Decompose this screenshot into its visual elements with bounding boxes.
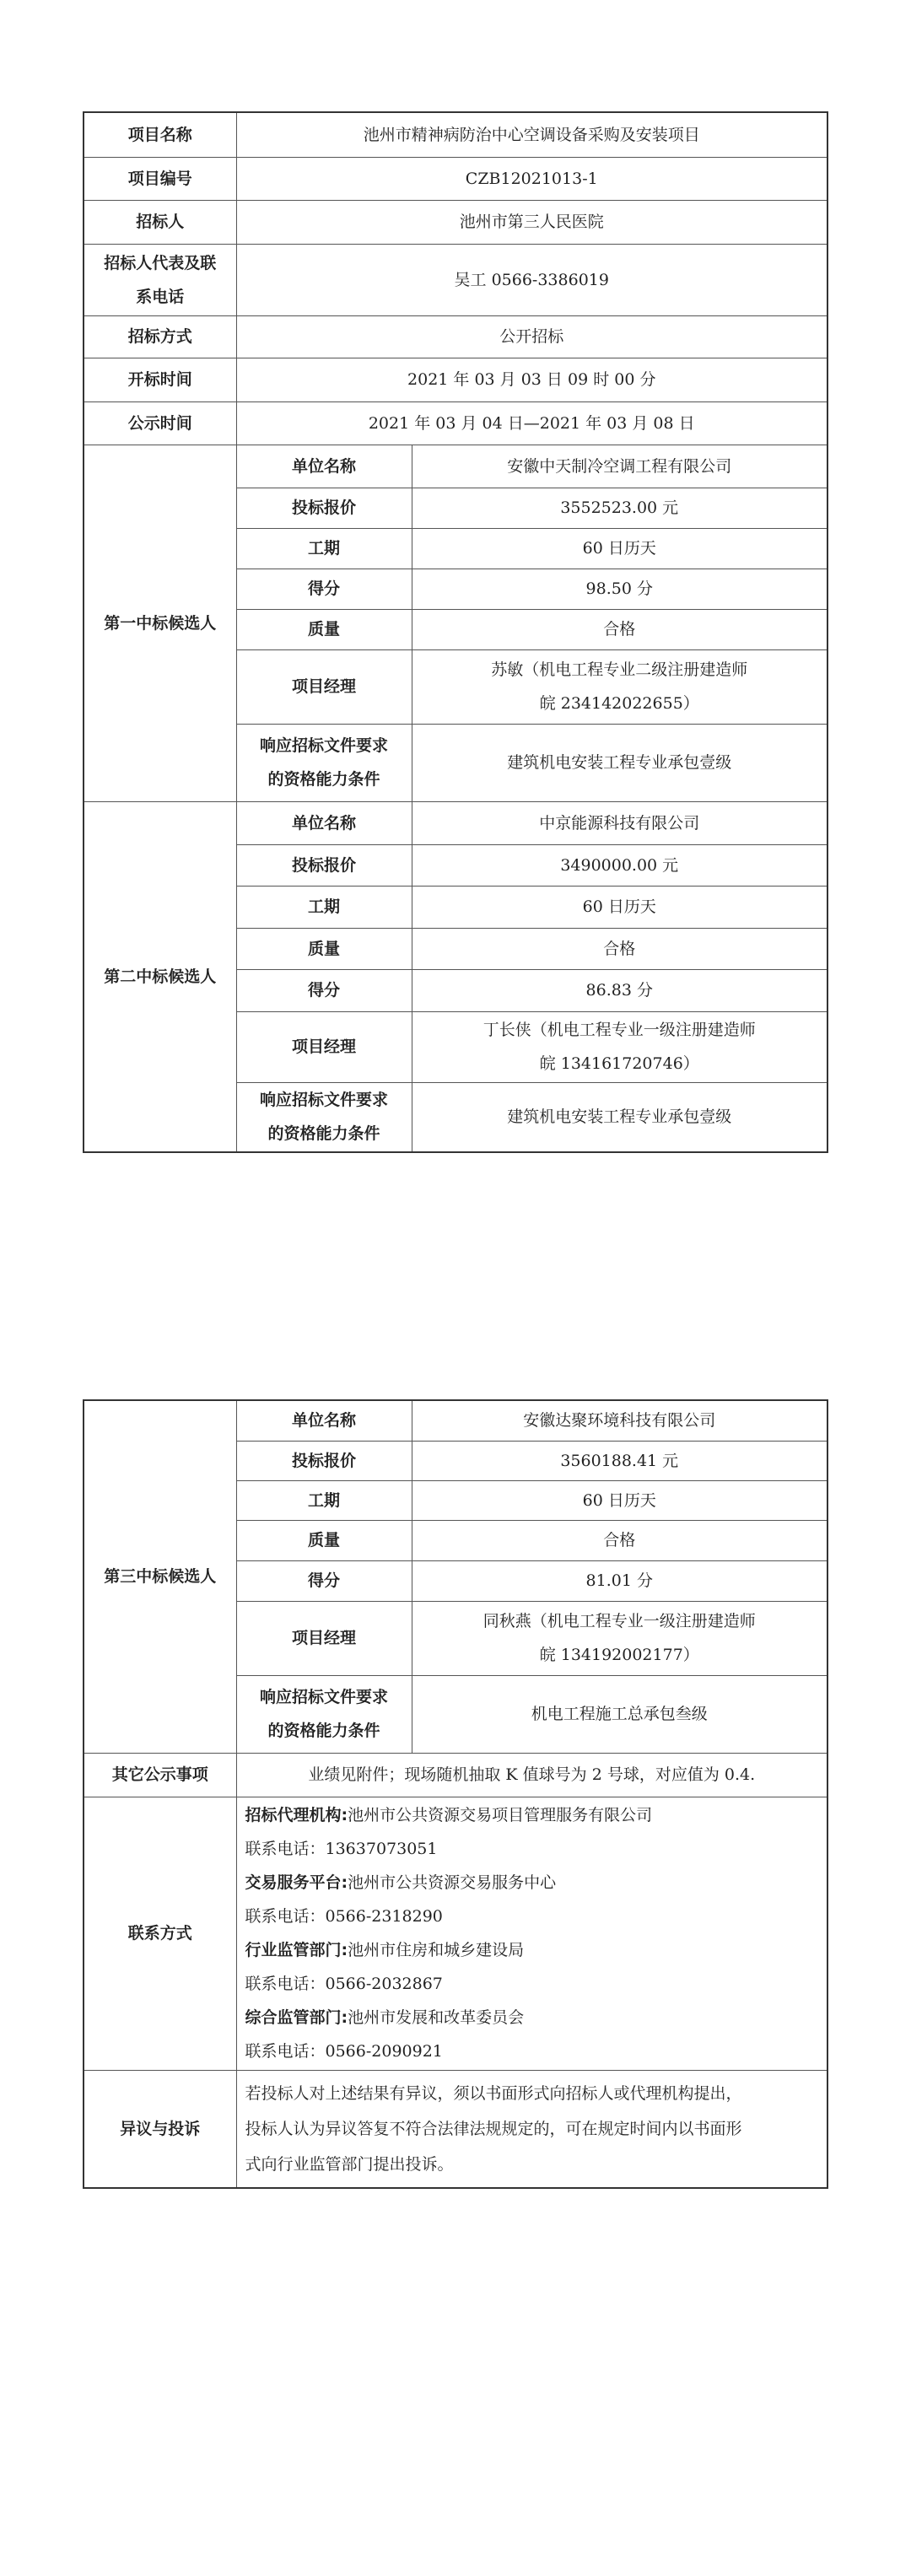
row-tenderer bbox=[84, 200, 827, 244]
third-qualification-label-line-2: 的资格能力条件 bbox=[267, 1722, 380, 1740]
agent-label-line-2: 系电话 bbox=[136, 287, 185, 306]
agency-key: 招标代理机构: bbox=[245, 1806, 348, 1824]
first-qualification-label bbox=[236, 724, 412, 801]
third-qualification-label-line-1: 响应招标文件要求 bbox=[259, 1688, 388, 1706]
project-no-value: CZB12021013-1 bbox=[236, 157, 827, 200]
agency-line bbox=[245, 1798, 821, 1832]
second-period-label: 工期 bbox=[236, 886, 412, 928]
second-price-label: 投标报价 bbox=[236, 844, 412, 886]
page-2 bbox=[83, 1399, 828, 2189]
objection-label: 异议与投诉 bbox=[84, 2070, 236, 2188]
third-period-label: 工期 bbox=[236, 1480, 412, 1520]
first-candidate-label: 第一中标候选人 bbox=[84, 445, 236, 801]
third-price-label: 投标报价 bbox=[236, 1441, 412, 1480]
second-unit-label: 单位名称 bbox=[236, 801, 412, 844]
third-candidate-label: 第三中标候选人 bbox=[84, 1400, 236, 1753]
first-unit-value: 安徽中天制冷空调工程有限公司 bbox=[412, 445, 827, 488]
first-period-value: 60 日历天 bbox=[412, 528, 827, 569]
first-score-label: 得分 bbox=[236, 569, 412, 609]
first-score-value: 98.50 分 bbox=[412, 569, 827, 609]
first-quality-label: 质量 bbox=[236, 609, 412, 649]
general-line bbox=[245, 2001, 821, 2034]
first-manager-value bbox=[412, 649, 827, 724]
objection-block bbox=[236, 2070, 827, 2188]
general-value: 池州市发展和改革委员会 bbox=[348, 2008, 525, 2027]
open-time-value: 2021 年 03 月 03 日 09 时 00 分 bbox=[236, 358, 827, 401]
row-open-time bbox=[84, 358, 827, 401]
third-manager-line-1: 同秋燕（机电工程专业一级注册建造师 bbox=[482, 1612, 756, 1630]
platform-key: 交易服务平台: bbox=[245, 1873, 348, 1892]
third-score-value: 81.01 分 bbox=[412, 1560, 827, 1601]
first-manager-line-2: 皖 234142022655） bbox=[539, 694, 699, 713]
objection-line-1: 若投标人对上述结果有异议，须以书面形式向招标人或代理机构提出， bbox=[245, 2083, 742, 2103]
second-manager-label: 项目经理 bbox=[236, 1011, 412, 1082]
second-qualification-value: 建筑机电安装工程专业承包壹级 bbox=[412, 1082, 827, 1152]
industry-phone: 联系电话：0566-2032867 bbox=[245, 1975, 443, 1993]
platform-line bbox=[245, 1866, 821, 1900]
second-qualification-label-line-2: 的资格能力条件 bbox=[267, 1124, 380, 1144]
other-label: 其它公示事项 bbox=[84, 1753, 236, 1797]
method-label: 招标方式 bbox=[84, 315, 236, 358]
row-third-unit bbox=[84, 1400, 827, 1441]
project-no-label: 项目编号 bbox=[84, 157, 236, 200]
notice-time-value: 2021 年 03 月 04 日—2021 年 03 月 08 日 bbox=[236, 401, 827, 445]
notice-time-label: 公示时间 bbox=[84, 401, 236, 445]
other-value: 业绩见附件；现场随机抽取 K 值球号为 2 号球，对应值为 0.4. bbox=[236, 1753, 827, 1797]
objection-line-3: 式向行业监管部门提出投诉。 bbox=[245, 2154, 454, 2174]
second-score-label: 得分 bbox=[236, 969, 412, 1011]
general-key: 综合监管部门: bbox=[245, 2008, 348, 2027]
second-manager-line-2: 皖 134161720746） bbox=[539, 1054, 699, 1073]
first-quality-value: 合格 bbox=[412, 609, 827, 649]
project-name-value: 池州市精神病防治中心空调设备采购及安装项目 bbox=[236, 112, 827, 157]
contact-label: 联系方式 bbox=[84, 1797, 236, 2070]
objection-line-2: 投标人认为异议答复不符合法律法规规定的，可在规定时间内以书面形 bbox=[245, 2119, 742, 2138]
agency-phone: 联系电话：13637073051 bbox=[245, 1840, 438, 1858]
row-objection bbox=[84, 2070, 827, 2188]
industry-line bbox=[245, 1933, 821, 1967]
open-time-label: 开标时间 bbox=[84, 358, 236, 401]
second-period-value: 60 日历天 bbox=[412, 886, 827, 928]
first-qualification-label-line-2: 的资格能力条件 bbox=[267, 770, 380, 789]
second-score-value: 86.83 分 bbox=[412, 969, 827, 1011]
row-method bbox=[84, 315, 827, 358]
platform-value: 池州市公共资源交易服务中心 bbox=[348, 1873, 557, 1892]
first-manager-label: 项目经理 bbox=[236, 649, 412, 724]
row-second-unit bbox=[84, 801, 827, 844]
page-1 bbox=[83, 111, 828, 1153]
second-candidate-label: 第二中标候选人 bbox=[84, 801, 236, 1152]
row-other bbox=[84, 1753, 827, 1797]
general-phone: 联系电话：0566-2090921 bbox=[245, 2042, 443, 2061]
second-quality-label: 质量 bbox=[236, 928, 412, 969]
first-qualification-label-line-1: 响应招标文件要求 bbox=[259, 736, 388, 755]
contact-block bbox=[236, 1797, 827, 2070]
row-first-unit bbox=[84, 445, 827, 488]
third-manager-label: 项目经理 bbox=[236, 1601, 412, 1675]
bid-result-table-2 bbox=[83, 1399, 828, 2189]
first-unit-label: 单位名称 bbox=[236, 445, 412, 488]
third-manager-value bbox=[412, 1601, 827, 1675]
agency-value: 池州市公共资源交易项目管理服务有限公司 bbox=[348, 1806, 653, 1824]
first-manager-line-1: 苏敏（机电工程专业二级注册建造师 bbox=[491, 660, 748, 679]
second-price-value: 3490000.00 元 bbox=[412, 844, 827, 886]
tenderer-value: 池州市第三人民医院 bbox=[236, 200, 827, 244]
row-contacts bbox=[84, 1797, 827, 2070]
third-unit-label: 单位名称 bbox=[236, 1400, 412, 1441]
third-period-value: 60 日历天 bbox=[412, 1480, 827, 1520]
agent-label-line-1: 招标人代表及联 bbox=[104, 253, 217, 272]
second-qualification-label-line-1: 响应招标文件要求 bbox=[259, 1091, 388, 1110]
bid-result-table-1 bbox=[83, 111, 828, 1153]
platform-phone: 联系电话：0566-2318290 bbox=[245, 1907, 443, 1926]
agent-value: 吴工 0566-3386019 bbox=[236, 244, 827, 315]
agent-label bbox=[84, 244, 236, 315]
third-quality-label: 质量 bbox=[236, 1520, 412, 1560]
second-quality-value: 合格 bbox=[412, 928, 827, 969]
first-period-label: 工期 bbox=[236, 528, 412, 569]
first-price-value: 3552523.00 元 bbox=[412, 488, 827, 528]
row-notice-time bbox=[84, 401, 827, 445]
second-manager-value bbox=[412, 1011, 827, 1082]
industry-value: 池州市住房和城乡建设局 bbox=[348, 1941, 525, 1959]
third-manager-line-2: 皖 134192002177） bbox=[539, 1646, 699, 1664]
third-score-label: 得分 bbox=[236, 1560, 412, 1601]
third-price-value: 3560188.41 元 bbox=[412, 1441, 827, 1480]
row-project-name bbox=[84, 112, 827, 157]
second-manager-line-1: 丁长侠（机电工程专业一级注册建造师 bbox=[482, 1021, 756, 1039]
third-qualification-label bbox=[236, 1675, 412, 1753]
industry-key: 行业监管部门: bbox=[245, 1941, 348, 1959]
third-quality-value: 合格 bbox=[412, 1520, 827, 1560]
first-price-label: 投标报价 bbox=[236, 488, 412, 528]
third-unit-value: 安徽达聚环境科技有限公司 bbox=[412, 1400, 827, 1441]
second-unit-value: 中京能源科技有限公司 bbox=[412, 801, 827, 844]
project-name-label: 项目名称 bbox=[84, 112, 236, 157]
method-value: 公开招标 bbox=[236, 315, 827, 358]
row-project-no bbox=[84, 157, 827, 200]
second-qualification-label bbox=[236, 1082, 412, 1152]
tenderer-label: 招标人 bbox=[84, 200, 236, 244]
first-qualification-value: 建筑机电安装工程专业承包壹级 bbox=[412, 724, 827, 801]
row-agent bbox=[84, 244, 827, 315]
third-qualification-value: 机电工程施工总承包叁级 bbox=[412, 1675, 827, 1753]
